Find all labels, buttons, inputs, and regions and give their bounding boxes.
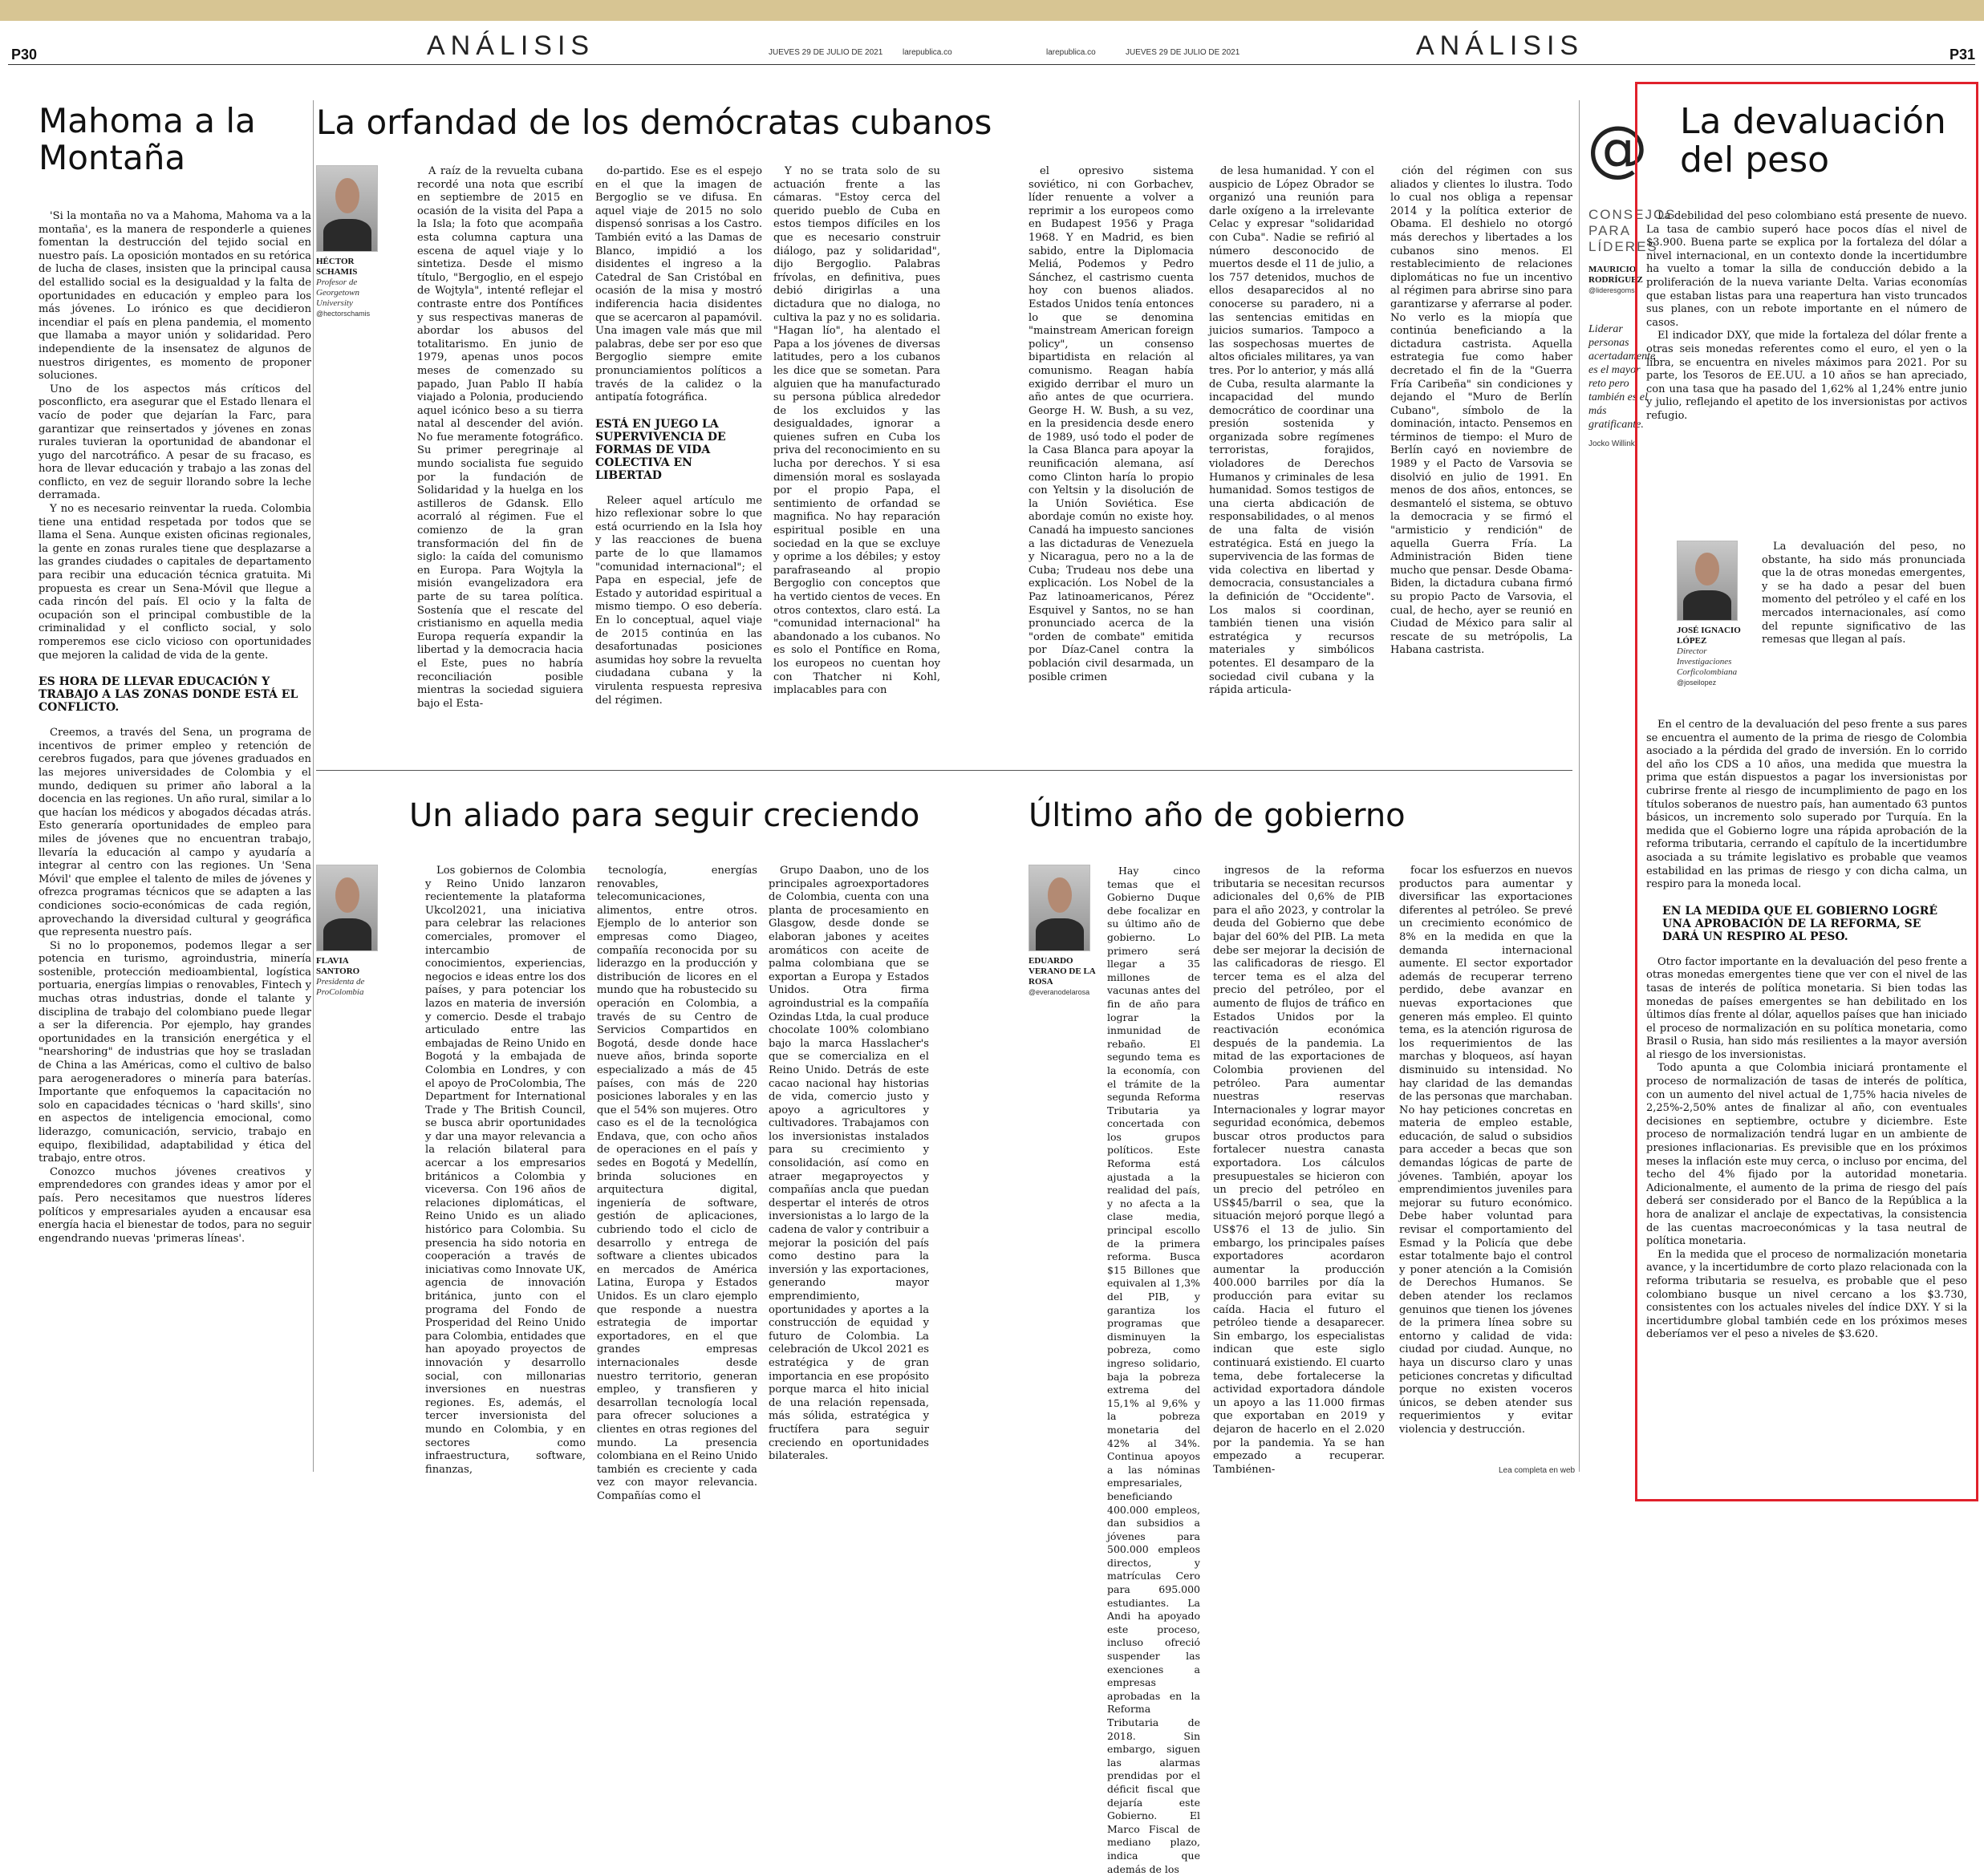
author-handle: @lideresgoms bbox=[1588, 286, 1635, 294]
article-column-1 bbox=[417, 165, 583, 751]
byline-lopez bbox=[1677, 626, 1753, 688]
byline-santoro bbox=[316, 956, 392, 998]
paragraph: Si no lo proponemos, podemos llegar a ser potencia en turismo, agroindustria, minería sostenible, protección medioambiental, logística portuaria, energías limpias o renovables, Fintech y muchas otras industrias, donde el talante y disciplina de trabajo del colombiano puede llegar a ser la diferencia. Por ejemplo, hay grandes oportunidades en la transición energética y el "nearshoring" de industrias que hoy se trasladan de China a las Américas, como el cultivo de balso para aerogeneradores o minería para baterías. Importante que enfoquemos la capacitación no solo en capacidades técnicas o 'hard skills', sino en aspectos de inteligencia emocional, como liderazgo, comunicación, servicio, trabajo en equipo, flexibilidad, adaptabilidad y ética del trabajo, entre otros. bbox=[39, 939, 311, 1165]
author-handle: @everanodelarosa bbox=[1029, 988, 1090, 996]
site-right[interactable]: larepublica.co bbox=[1046, 48, 1096, 57]
author-role: Presidenta de ProColombia bbox=[316, 977, 365, 997]
column-body-mahoma bbox=[39, 210, 311, 1477]
leadership-quote: Liderar personas acertadamente es el mayor reto pero también es el más gratificante. bbox=[1588, 323, 1656, 431]
sidebar-label-line: PARA bbox=[1588, 223, 1632, 238]
pull-quote-mahoma: ES HORA DE LLEVAR EDUCACIÓN Y TRABAJO A LAS ZONAS DONDE ESTÁ EL CONFLICTO. bbox=[39, 675, 298, 715]
ultimo-column-2 bbox=[1213, 865, 1385, 1474]
column-divider bbox=[1579, 100, 1580, 1472]
paragraph: Otro factor importante en la devaluación del peso frente a otras monedas emergentes tiene que ver con el nivel de las tasas de interés de política monetaria. Si bien todas las monedas de países emergentes se han debilitado en los últimos días frente al dólar, aquellos países que han iniciado el proceso de normalización en su política monetaria, como Brasil o Rusia, han sido más resilientes a la mayor aversión al riesgo de los inversionistas. bbox=[1646, 955, 1967, 1061]
paragraph: Uno de los aspectos más críticos del posconflicto, era asegurar que el Estado llenara el vacío de poder que dejarían la Farc, para garantizar que reinsertados y jóvenes en zonas rurales tuvieran la oportunidad de abandonar el yugo del narcotráfico. A pesar de su fracaso, es hora de llevar educación y trabajo a las zonas del conflicto, en vez de seguir llorando sobre la leche derramada. bbox=[39, 383, 311, 502]
paragraph: La debilidad del peso colombiano está presente de nuevo. La tasa de cambio superó hace pocos días el nivel de $3.900. Buena parte se explica por la fortaleza del dólar a nivel internacional, en un contexto donde la incertidumbre ha vuelto a tomar la silla de conducción debido a la proliferación de la nueva variante Delta. Varias economías que estaban listas para una reapertura han visto truncados sus planes, con un rebote importante en el número de casos. bbox=[1646, 210, 1967, 329]
page-number-right: P31 bbox=[1950, 47, 1976, 63]
paragraph: Grupo Daabon, uno de los principales agroexportadores de Colombia, cuenta con una planta de procesamiento en Glasgow, desde donde se elaboran jabones y aceites aromáticos con aceite de palma colombiana que se exportan a Europa y Estados Unidos. Otra firma agroindustrial es la compañía Ozindas Ltda, la cual produce chocolate 100% colombiano bajo la marca Hasslacher's que se comercializa en el Reino Unido. Detrás de este cacao nacional hay historias de vida, comercio justo y apoyo a agricultores y cultivadores. Trabajamos con los inversionistas instalados para su crecimiento y consolidación, así como en atraer megaproyectos y compañías ancla que puedan despertar el interés de otros inversionistas a lo largo de la cadena de valor y contribuir a mejorar la posición del país como destino para la inversión y las exportaciones, generando mayor emprendimiento, oportunidades y aportes a la construcción de equidad y futuro de Colombia. La celebración de Ukcol 2021 es estratégica y de gran importancia en ese propósito porque marca el hito inicial de una relación repensada, más sólida, estratégica y fructífera para seguir creciendo en oportunidades bilaterales. bbox=[769, 865, 929, 1463]
column-title-mahoma: Mahoma a la Montaña bbox=[39, 101, 256, 178]
page-number-left: P30 bbox=[11, 47, 38, 63]
section-divider bbox=[316, 770, 1572, 771]
author-photo bbox=[316, 165, 378, 252]
at-icon: @ bbox=[1587, 112, 1648, 184]
author-photo bbox=[1029, 865, 1090, 951]
pull-quote-cubanos: ESTÁ EN JUEGO LA SUPERVIVENCIA DE FORMAS DE VIDA COLECTIVA EN LIBERTAD bbox=[595, 417, 726, 482]
sidebar-label-line: CONSEJOS bbox=[1588, 207, 1677, 222]
author-name: JOSÉ IGNACIO LÓPEZ bbox=[1677, 626, 1741, 646]
article-title-devaluacion: La devaluación del peso bbox=[1680, 101, 1946, 181]
article-title-aliado: Un aliado para seguir creciendo bbox=[409, 797, 920, 834]
author-name: FLAVIA SANTORO bbox=[316, 956, 360, 976]
read-more-link[interactable]: Lea completa en web bbox=[1499, 1466, 1576, 1475]
author-name: EDUARDO VERANO DE LA ROSA bbox=[1029, 956, 1096, 987]
pull-quote-peso: EN LA MEDIDA QUE EL GOBIERNO LOGRÉ UNA APROBACIÓN DE LA REFORMA, SE DARÁ UN RESPIRO AL PESO. bbox=[1662, 904, 1937, 943]
author-handle: @hectorschamis bbox=[316, 310, 371, 318]
paragraph: ingresos de la reforma tributaria se necesitan recursos adicionales del 0,6% de PIB para el año 2023, y controlar la deuda del Gobierno que debe bajar del 60% del PIB. La meta debe ser mejorar la decisión de las calificadoras de riesgo. El tercer tema es el alza del precio del petróleo, por el aumento de flujos de tráfico en Estados Unidos por la reactivación económica después de la pandemia. La mitad de las exportaciones de Colombia provienen del petróleo. Para aumentar nuestras reservas Internacionales y lograr mayor seguridad económica, debemos buscar otros productos para fortalecer nuestra canasta exportadora. Los cálculos presupuestales se hicieron con un precio del petróleo en US$45/barril o sea, que la situación mejoró porque llegó a US$76 el 13 de julio. Sin embargo, los principales países exportadores acordaron aumentar la producción 400.000 barriles por día la producción para evitar su caída. Hacia el futuro el petróleo tiende a desaparecer. Sin embargo, los especialistas indican que este siglo continuará existiendo. El cuarto tema, debe fortalecerse la actividad exportadora dándole un apoyo a las 11.000 firmas que exportaban en 2019 y dejaron de hacerlo en el 2.020 por la pandemia. Ya se han empezado a recuperar. Tambiénen- bbox=[1213, 865, 1385, 1476]
article-title-cubanos: La orfandad de los demócratas cubanos bbox=[316, 103, 992, 142]
author-handle: @joseilopez bbox=[1677, 679, 1717, 687]
aliado-column-2 bbox=[597, 865, 757, 1502]
ultimo-column-3 bbox=[1399, 865, 1572, 1458]
peso-body-middle bbox=[1762, 541, 1966, 719]
quote-credit: Jocko Willink bbox=[1588, 440, 1635, 448]
author-name: MAURICIO RODRÍGUEZ bbox=[1588, 265, 1643, 285]
date-right: JUEVES 29 DE JULIO DE 2021 bbox=[1126, 48, 1240, 57]
byline-schamis bbox=[316, 257, 392, 319]
paragraph: Releer aquel artículo me hizo reflexionar sobre lo que está ocurriendo en la Isla hoy y las reacciones de buena parte de lo que llamamos "comunidad internacional"; el Papa en especial, jefe de Estado y autoridad espiritual a mismo tiempo. O eso debería. En lo conceptual, aquel viaje de 2015 continúa en las desafortunadas posiciones asumidas hoy sobre la revuelta ciudadana cubana y la virulenta respuesta represiva del régimen. bbox=[595, 494, 762, 707]
paragraph: Los gobiernos de Colombia y Reino Unido lanzaron recientemente la plataforma Ukcol2021, una iniciativa para celebrar las relaciones comerciales, promover el intercambio de conocimientos, experiencias, negocios e ideas entre los dos países, y para potenciar los lazos en materia de inversión y comercio. Desde el trabajo articulado entre las embajadas de Reino Unido en Bogotá y la embajada de Colombia en Londres, y con el apoyo de ProColombia, The Department for International Trade y The British Council, se busca abrir oportunidades y dar una mayor relevancia a la relación bilateral para acercar a los empresarios británicos a Colombia y viceversa. Con 196 años de relaciones diplomáticas, el Reino Unido es un aliado histórico para Colombia. Su presencia ha sido notoria en cooperación a través de iniciativas como Innovate UK, agencia de innovación británica, junto con el programa del Fondo de Prosperidad del Reino Unido para Colombia, entidades que han apoyado proyectos de innovación y desarrollo social, con millonarias inversiones en nuestras regiones. Es, además, el tercer inversionista del mundo en Colombia, y en sectores como infraestructura, software, finanzas, bbox=[425, 865, 586, 1476]
article-column-4 bbox=[1029, 165, 1194, 751]
paragraph: La devaluación del peso, no obstante, ha sido más pronunciada que la de otras monedas emergentes, y se ha dado a pesar del buen momento del petróleo y el café en los mercados internacionales, así como del repunte significativo de las remesas que llegan al país. bbox=[1762, 541, 1966, 646]
article-title-ultimo: Último año de gobierno bbox=[1029, 797, 1406, 834]
paragraph: Hay cinco temas que el Gobierno Duque debe focalizar en su último año de gobierno. Lo primero será llegar a 35 millones de vacunas antes del fin de año para lograr la inmunidad de rebaño. El segundo tema es la economía, con el trámite de la segunda Reforma Tributaria ya concertada con los grupos políticos. Este Reforma está ajustada a la realidad del país, y no afecta a la clase media, principal escollo de la primera reforma. Busca $15 Billones que equivalen al 1,3% del PIB, y garantiza los programas que disminuyen la pobreza, como ingreso solidario, baja la pobreza extrema del 15,1% al 9,6% y la pobreza monetaria del 42% al 34%. Continua apoyos a las nóminas empresariales, beneficiando 400.000 empleos, dan subsidios a jóvenes para 500.000 empleos directos, y matrículas Cero para 695.000 estudiantes. La Andi ha apoyado este proceso, incluso ofreció suspender las exenciones a empresas aprobadas en la Reforma Tributaria de 2018. Sin embargo, siguen las alarmas prendidas por el déficit fiscal que dejaría este Gobierno. El Marco Fiscal de mediano plazo, indica que además de los bbox=[1107, 865, 1200, 1875]
top-color-bar bbox=[0, 0, 1984, 21]
article-column-2 bbox=[595, 165, 762, 751]
ultimo-column-1 bbox=[1107, 865, 1200, 1875]
paragraph: Y no es necesario reinventar la rueda. Colombia tiene una entidad respetada por todos que se llama el Sena. Aunque existen oficinas regionales, la gente en zonas rurales tiene que desplazarse a las grandes ciudades o capitales de departamento para recibir una educación técnica gratuita. Mi propuesta es crear un Sena-Móvil que llegue a cada rincón del país. El ocio y la falta de ocupación son el principal combustible de la criminalidad y el conflicto social, y solo romperemos ese ciclo vicioso con oportunidades que mejoren la calidad de vida de la gente. bbox=[39, 503, 311, 662]
paragraph: Y no se trata solo de su actuación frente a las cámaras. "Estoy cerca del querido pueblo de Cuba en estos tiempos difíciles en los que es necesario construir diálogo, paz y solidaridad", dijo Bergoglio. Palabras frívolas, en definitiva, pues debió dirigirlas a una dictadura que no dialoga, no cultiva la paz y no es solidaria. "Hagan lío", ha alentado el Papa a los jóvenes de diversas latitudes, pero a los cubanos les dice que se sometan. Para alguien que ha manufacturado su persona pública alrededor de los excluidos y las desigualdades, ignorar a quienes sufren en Cuba los priva del reconocimiento en su lucha por derechos. Y si esa dimensión moral es soslayada por el propio Papa, el sentimiento de orfandad se magnifica. No hay reparación espiritual posible en una sociedad en la que se excluye y oprime a los débiles; y estoy parafraseando al propio Bergoglio con conceptos que ha vertido cientos de veces. En otros contextos, claro está. La "comunidad internacional" ha abandonado a los cubanos. No es solo el Pontífice en Roma, los europeos no cuentan hoy con Thatcher ni Kohl, implacables para con bbox=[773, 165, 940, 697]
paragraph: En la medida que el proceso de normalización monetaria avance, y la incertidumbre de corto plazo relacionada con la reforma tributaria se resuelva, es probable que el peso colombiano busque un nivel cercano a los $3.730, consistentes con los actuales niveles del índice DXY. Y si la incertidumbre global también cede en los próximos meses deberíamos ver el peso a niveles de $3.620. bbox=[1646, 1248, 1967, 1341]
author-photo bbox=[316, 865, 378, 951]
section-title-left: ANÁLISIS bbox=[427, 30, 595, 61]
aliado-column-3 bbox=[769, 865, 929, 1474]
paragraph: 'Si la montaña no va a Mahoma, Mahoma va a la montaña', es la manera de responderle a quienes fomentan la destrucción del tejido social en nuestro país. La oposición montados en su retórica de lucha de clases, insisten que la principal causa del estallido social es la desigualdad y la falta de oportunidades en educación y empleo para los más jóvenes. Lo irónico es que decidieron incendiar el país en plena pandemia, el momento que llamaba a mayor unión y solidaridad. Pero independiente de la insensatez de algunos de nuestros dirigentes, es momento de proponer soluciones. bbox=[39, 210, 311, 383]
paragraph: Creemos, a través del Sena, un programa de incentivos de primer empleo y retención de cerebros fugados, para que jóvenes graduados en las mejores universidades de Colombia y el mundo, dediquen su primer año laboral a la docencia en las regiones. Un año rural, similar a lo que hacían los médicos y abogados décadas atrás. Esto generaría oportunidades de empleo para miles de jóvenes que no encuentran trabajo, llevaría la educación al campo y ayudaría a integrar al centro con las regiones. Un 'Sena Móvil' que emplee el talento de miles de jóvenes y ofrezca programas técnicos que se adapten a las condiciones socio-económicas de cada región, aprovechando la diversidad cultural y geográfica que representa nuestro país. bbox=[39, 727, 311, 939]
author-role: Profesor de Georgetown University bbox=[316, 278, 359, 308]
sidebar-label-line: LÍDERES bbox=[1588, 239, 1658, 254]
column-divider bbox=[313, 100, 314, 1472]
peso-body-top bbox=[1646, 210, 1967, 541]
paragraph: A raíz de la revuelta cubana recordé una nota que escribí en septiembre de 2015 en ocasión de la visita del Papa a la Isla; la foto que acompaña esta columna captura una escena de aquel viaje y lo sintetiza. Desde el mismo título, "Bergoglio, en el espejo de Wojtyla", intenté reflejar el contraste entre dos Pontífices y sus respectivas maneras de abordar los abusos del totalitarismo. En junio de 1979, apenas unos pocos meses de comenzado su papado, Juan Pablo II había viajado a Polonia, produciendo aquel icónico beso a su tierra natal al descender del avión. No fue meramente fotográfico. Su primer peregrinaje al mundo socialista fue seguido por la fundación de Solidaridad y la huelga en los astilleros de Gdansk. Ello acorraló al régimen. Fue el comienzo de la gran transformación del fin de siglo: la caída del comunismo en Europa. Para Wojtyla la misión evangelizadora era parte de su tarea política. Sostenía que el rescate del cristianismo en aquella media Europa requería expandir la libertad y la democracia hacia el Este, pues no habría reconciliación posible mientras la sociedad siguiera bajo el Esta- bbox=[417, 165, 583, 710]
paragraph: Conozco muchos jóvenes creativos y emprendedores con grandes ideas y amor por el país. Pero necesitamos que nuestros líderes políticos y empresariales ayuden a encausar esa energía hacia el bienestar de todos, para no seguir engendrando nuevas 'primeras líneas'. bbox=[39, 1165, 311, 1245]
author-role: Director Investigaciones Corficolombiana bbox=[1677, 646, 1738, 677]
header-rule bbox=[8, 64, 1975, 65]
byline-verano bbox=[1029, 956, 1105, 998]
paragraph: En el centro de la devaluación del peso frente a sus pares se encuentra el aumento de la prima de riesgo de Colombia asociado a la pérdida del grado de inversión. En lo corrido del año los CDS a 10 años, una medida que muestra la prima que están dispuestos a pagar los inversionistas por cubrirse frente al riesgo de incumplimiento de pago en los títulos soberanos de nuestro país, han aumentado 63 puntos básicos, un incremento solo superado por Turquía. En la medida que el Gobierno logre una rápida aprobación de la reforma tributaria, cerrando el capítulo de la incertidumbre asociada a su trámite legislativo es probable que veamos estabilidad en las primas de riesgo y con dicha calma, un respiro para la moneda local. bbox=[1646, 719, 1967, 891]
paragraph: El indicador DXY, que mide la fortaleza del dólar frente a otras seis monedas referentes como el euro, el yen o la libra, se encuentra en niveles máximos para 2021. Por su parte, los Tesoros de EE.UU. a 10 años se han apreciado, con una tasa que ha pasado del 1,62% al 1,24% entre junio y julio, reflejando el apetito de los inversionistas por activos refugio. bbox=[1646, 330, 1967, 422]
paragraph: el opresivo sistema soviético, ni con Gorbachev, líder renuente a volver a reprimir a los europeos como en Budapest 1956 y Praga 1968. Y en Madrid, es bien sabido, entre la Diplomacia Meliá, Podemos y Pedro Sánchez, el castrismo cuenta hoy con buenos aliados. Estados Unidos tenía entonces lo que se denomina "mainstream American foreign policy", un consenso bipartidista en relación al comunismo. Reagan había exigido derribar el muro un año antes de que ocurriera. George H. W. Bush, a su vez, en la presidencia desde enero de 1989, usó todo el poder de la Casa Blanca para apoyar la reunificación alemana, así como Clinton haría lo propio con Yeltsin y la disolución de la Unión Soviética. Ese abordaje común no existe hoy. Canadá ha impuesto sanciones a las dictaduras de Venezuela y Nicaragua, pero no a la de Cuba; Trudeau nos debe una explicación. Los Nobel de la Paz latinoamericanos, Pérez Esquivel y Santos, no se han pronunciado acerca de la "orden de combate" emitida por Díaz-Canel contra la población civil desarmada, un posible crimen bbox=[1029, 165, 1194, 683]
section-title-right: ANÁLISIS bbox=[1416, 30, 1584, 61]
author-photo bbox=[1677, 541, 1738, 621]
aliado-column-1 bbox=[425, 865, 586, 1474]
article-column-3 bbox=[773, 165, 940, 751]
paragraph: Todo apunta a que Colombia iniciará prontamente el proceso de normalización de tasas de interés de política, con un aumento del nivel actual de 1,75% hacia niveles de 2,25%-2,50% antes de finalizar al año, con eventuales decisiones en septiembre, octubre y diciembre. Este proceso de normalización tendrá lugar en un ambiente de presiones inflacionarias. Es previsible que en los próximos meses la inflación este muy cerca, o incluso por encima, del techo del 4% fijado por la autoridad monetaria. Adicionalmente, el aumento de la prima de riesgo del país deberá ser considerado por el Banco de la República a la hora de analizar el anclaje de expectativas, la consistencia de las cuentas macroeconómicas y la tasa neutral de política monetaria. bbox=[1646, 1062, 1967, 1248]
author-name: HÉCTOR SCHAMIS bbox=[316, 257, 358, 277]
paragraph: do-partido. Ese es el espejo en el que la imagen de Bergoglio se ve difusa. En aquel viaje de 2015 no solo dispensó sonrisas a los Castro. También evitó a las Damas de Blanco, impidió a los disidentes el ingreso a la Catedral de San Cristóbal en ocasión de la misa y mostró indiferencia hacia disidentes que se acercaron al papamóvil. Una imagen vale más que mil palabras, debe ser por eso que Bergoglio siempre emite pronunciamientos políticos a través de la calidez o la antipatía fotográfica. bbox=[595, 165, 762, 404]
article-column-5 bbox=[1209, 165, 1374, 751]
paragraph: tecnología, energías renovables, telecomunicaciones, alimentos, entre otros. Ejemplo de lo anterior son empresas como Diageo, compañía reconocida por su liderazgo en la producción y distribución de licores en el mundo que ha robustecido su operación en Colombia, a través de su Centro de Servicios Compartidos en Bogotá, desde donde hace nueve años, brinda soporte especializado a más de 45 países, con más de 220 posiciones laborales y en las que el 54% son mujeres. Otro caso es el de la tecnológica Endava, que, con ocho años de operaciones en el país y sedes en Bogotá y Medellín, brinda soluciones en arquitectura digital, ingeniería de software, gestión de aplicaciones, cubriendo todo el ciclo de desarrollo y entrega de software a clientes ubicados en mercados de América Latina, Europa y Estados Unidos. Es un claro ejemplo que responde a nuestra estrategia de importar exportadores, en el que grandes empresas internacionales desde nuestro territorio, generan empleo, y transfieren y desarrollan tecnología local para ofrecer soluciones a clientes en otras regiones del mundo. La presencia colombiana en el Reino Unido también es creciente y cada vez con mayor relevancia. Compañías como el bbox=[597, 865, 757, 1502]
site-left[interactable]: larepublica.co bbox=[903, 48, 952, 57]
paragraph: ción del régimen con sus aliados y clientes lo ilustra. Todo lo cual nos obliga a repensar 2014 y la política exterior de Obama. El deshielo no otorgó más derechos y libertades a los cubanos sino menos. El restablecimiento de relaciones diplomáticas no fue un incentivo al régimen para abrirse sino para garantizarse y aferrarse al poder. No verlo es la miopía que continúa beneficiando a la dictadura castrista. Aquella estrategia fue como haber decretado el fin de la "Guerra Fría Caribeña" sin condiciones y dejando el "Muro de Berlín Cubano", símbolo de la dominación, intacto. Pensemos en términos de tiempo: el Muro de Berlín cayó en noviembre de 1989 y el Pacto de Varsovia se disolvió en julio de 1991. En menos de dos años, entonces, se desmanteló el sistema, se obtuvo la democracia y se firmó el "armisticio y rendición" de aquella Guerra Fría. La Administración Biden tiene mucho que pensar. Desde Obama-Biden, la dictadura cubana firmó su propio Pacto de Varsovia, el cual, de hecho, ayer se reunió en Ciudad de México para salir al rescate de su metrópolis, La Habana castrista. bbox=[1390, 165, 1572, 657]
paragraph: focar los esfuerzos en nuevos productos para aumentar y diversificar las exportaciones diferentes al petróleo. Se prevé un crecimiento económico de 8% en la medida en que la demanda internacional aumente. El sector exportador además de recuperar terreno perdido, debe avanzar en nuevas exportaciones que generen más empleo. El quinto tema, es la atención rigurosa de los requerimientos de las marchas y bloqueos, así hayan disminuido su intensidad. No hay claridad de las demandas de las personas que marchaban. No hay peticiones concretas en materia de empleo estable, educación, de salud o subsidios para acceder a becas que son demandas lógicas de parte de jóvenes. También, apoyar los emprendimientos juveniles para mejorar su futuro económico. Debe haber voluntad para revisar el comportamiento del Esmad y la Policía que debe estar totalmente bajo el control y poner atención a la Comisión de Derechos Humanos. Se deben atender los reclamos genuinos que tienen los jóvenes de la primera línea sobre su entorno y calidad de vida: ciudad por ciudad. Aunque, no haya un discurso claro y unas peticiones concretas y dificultad porque no existen voceros únicos, se deben atender sus requerimientos y evitar violencia y destrucción. bbox=[1399, 865, 1572, 1436]
peso-body-bottom bbox=[1646, 719, 1967, 1489]
paragraph: de lesa humanidad. Y con el auspicio de López Obrador se organizó una reunión para darle oxígeno a la irrelevante Celac y expresar "solidaridad con Cuba". Nadie se refirió al número desconocido de muertos desde el 11 de julio, a los 757 detenidos, muchos de ellos desaparecidos al no conocerse su paradero, ni a las sentencias emitidas en juicios sumarios. Tampoco a las sospechosas muertes de altos oficiales militares, ya van tres. Por lo anterior, y más allá de Cuba, resulta alarmante la incapacidad del mundo democrático de coordinar una presión sostenida y organizada sobre regímenes terroristas, forajidos, violadores de Derechos Humanos y criminales de lesa humanidad. Somos testigos de una cierta abdicación de responsabilidades, o al menos de una falta de visión estratégica. Está en juego la supervivencia de las formas de vida colectiva en libertad y democracia, consustanciales a la definición de "Occidente". Los malos si coordinan, también tienen una visión estratégica y recursos materiales y simbólicos potentes. El desamparo de la sociedad civil cubana y la rápida articula- bbox=[1209, 165, 1374, 697]
date-left: JUEVES 29 DE JULIO DE 2021 bbox=[769, 48, 883, 57]
article-column-6 bbox=[1390, 165, 1572, 751]
